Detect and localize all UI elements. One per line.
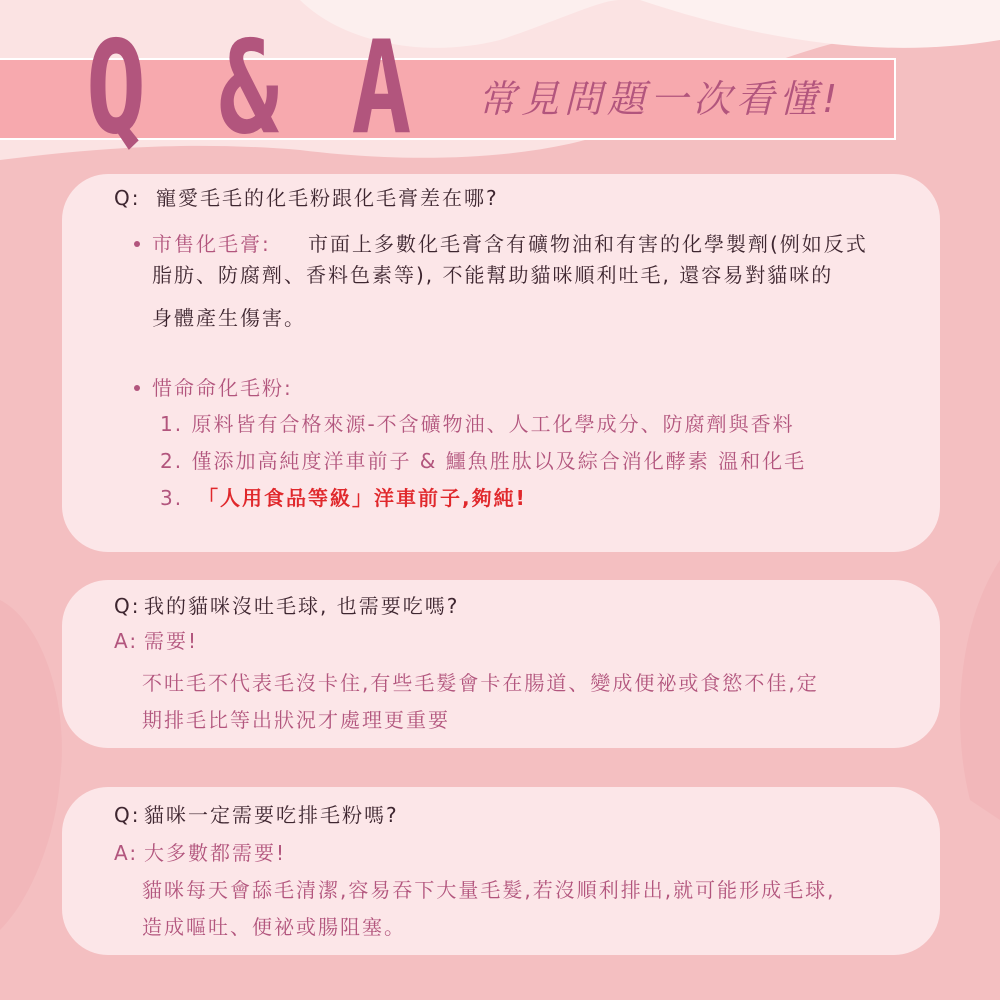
- bullet-icon: [134, 385, 140, 391]
- list-item: 1. 原料皆有合格來源-不含礦物油、人工化學成分、防腐劑與香料: [160, 412, 795, 436]
- bullet-label: 惜命命化毛粉:: [152, 376, 293, 400]
- list-item: 2. 僅添加高純度洋車前子 & 鱷魚胜肽以及綜合消化酵素 溫和化毛: [160, 449, 807, 473]
- answer-text-line: 貓咪每天會舔毛清潔,容易吞下大量毛髮,若沒順利排出,就可能形成毛球,: [142, 878, 836, 902]
- bullet-text-line: 身體產生傷害。: [152, 306, 306, 330]
- answer-text-line: 期排毛比等出狀況才處理更重要: [142, 708, 450, 732]
- page-subtitle: 常見問題一次看懂!: [478, 77, 843, 121]
- answer-prefix: A:: [114, 841, 139, 865]
- question-prefix: Q:: [114, 186, 141, 210]
- faq-card-3: [62, 787, 940, 955]
- question-prefix: Q:: [114, 803, 141, 827]
- bullet-label: 市售化毛膏:: [152, 232, 271, 256]
- list-item: 3.: [160, 486, 184, 510]
- answer-short: 需要!: [144, 629, 199, 653]
- answer-short: 大多數都需要!: [144, 841, 287, 865]
- faq-card-2: [62, 580, 940, 748]
- bullet-text-line: 市面上多數化毛膏含有礦物油和有害的化學製劑(例如反式: [308, 232, 868, 256]
- question-text: 寵愛毛毛的化毛粉跟化毛膏差在哪?: [156, 186, 499, 210]
- faq-card-1: [62, 174, 940, 552]
- highlight-text: 「人用食品等級」洋車前子,夠純!: [198, 486, 527, 510]
- answer-text-line: 造成嘔吐、便祕或腸阻塞。: [142, 915, 406, 939]
- page-title: Q & A: [86, 14, 418, 163]
- answer-prefix: A:: [114, 629, 139, 653]
- question-prefix: Q:: [114, 594, 141, 618]
- answer-text-line: 不吐毛不代表毛沒卡住,有些毛髮會卡在腸道、變成便祕或食慾不佳,定: [142, 671, 819, 695]
- question-text: 貓咪一定需要吃排毛粉嗎?: [144, 803, 399, 827]
- bullet-text-line: 脂肪、防腐劑、香料色素等), 不能幫助貓咪順利吐毛, 還容易對貓咪的: [152, 263, 834, 287]
- bullet-icon: [134, 241, 140, 247]
- question-text: 我的貓咪沒吐毛球, 也需要吃嗎?: [144, 594, 460, 618]
